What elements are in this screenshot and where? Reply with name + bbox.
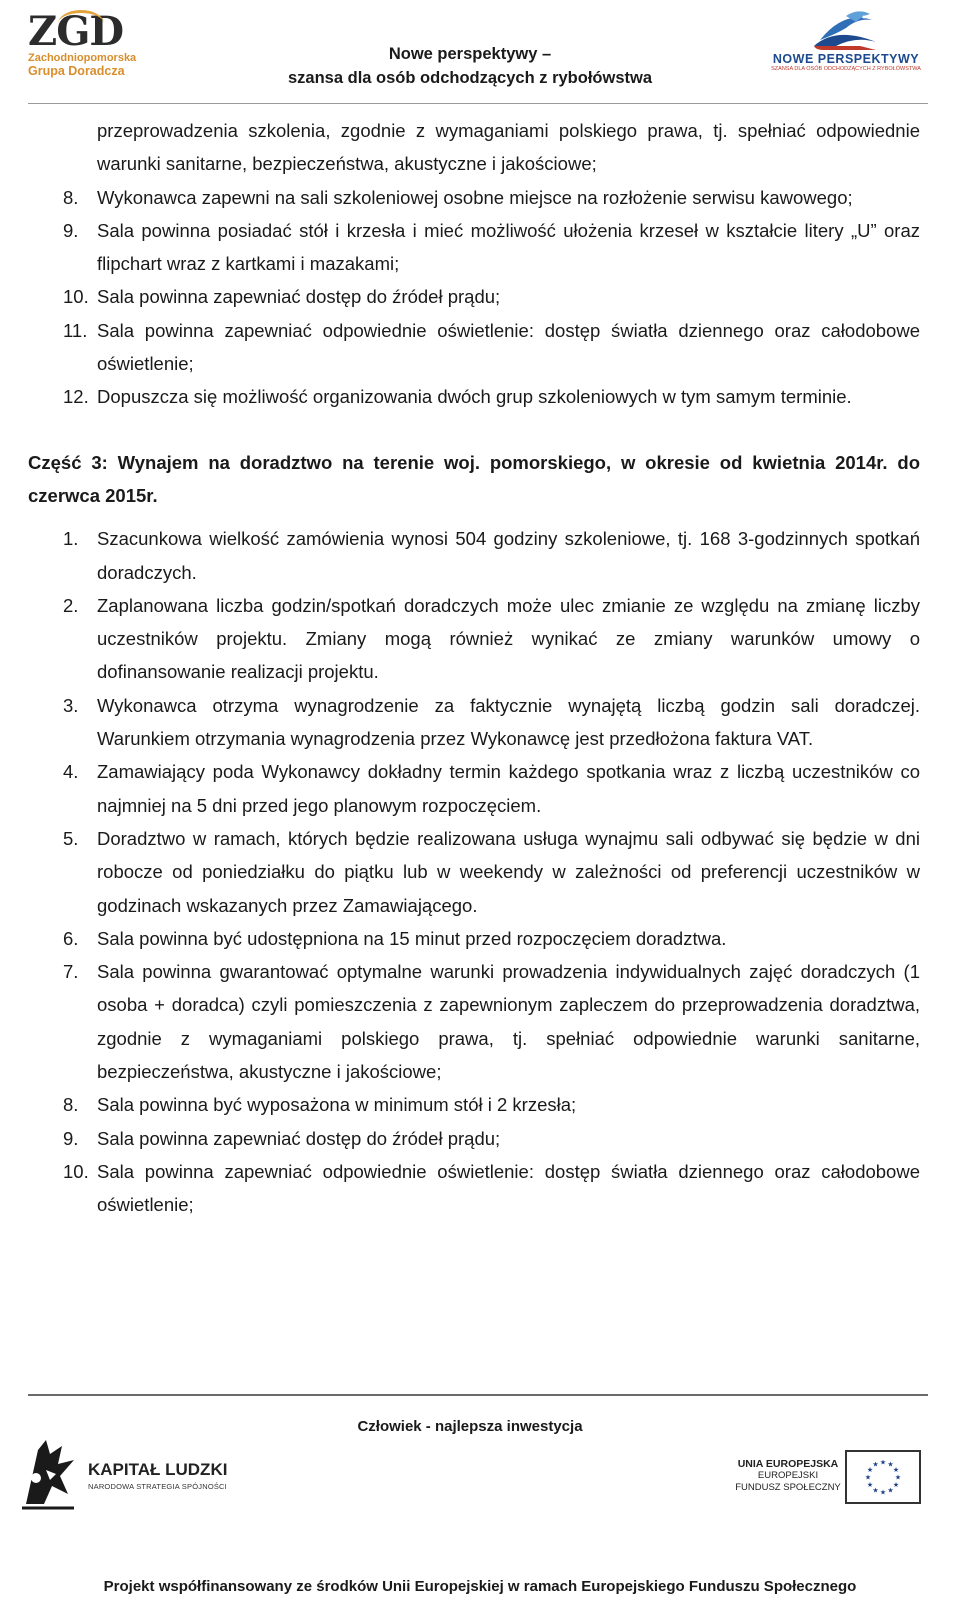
eu-logo-line1: UNIA EUROPEJSKA — [737, 1458, 839, 1470]
eu-star-icon: ★ — [872, 1487, 879, 1495]
list-item-number — [28, 1155, 97, 1188]
list-item — [28, 181, 920, 214]
zgd-logo-line2: Grupa Doradcza — [28, 64, 125, 78]
list-item-number — [28, 755, 97, 788]
eu-star-icon: ★ — [866, 1482, 874, 1489]
eu-star-icon: ★ — [892, 1482, 900, 1489]
header-title-line1: Nowe perspektywy – — [388, 45, 552, 63]
list-item-text: Wykonawca zapewni na sali szkoleniowej osobne miejsce na rozłożenie serwisu kawowego; — [97, 186, 853, 208]
list-item-number-text: 10. — [63, 286, 89, 308]
kapital-ludzki-emblem-icon — [16, 1434, 82, 1510]
footer-divider — [28, 1394, 928, 1396]
list-item-number — [28, 214, 97, 247]
list-item-text: Sala powinna zapewniać dostęp do źródeł prądu; — [97, 1127, 501, 1149]
page-header — [0, 0, 960, 108]
list-item-number — [28, 522, 97, 555]
kl-logo-title: KAPITAŁ LUDZKI — [88, 1460, 228, 1479]
list-item — [28, 922, 920, 955]
list-item-number-text: 9. — [63, 1127, 79, 1149]
eu-star-icon: ★ — [864, 1474, 872, 1482]
list-item-number-text: 11. — [63, 319, 88, 341]
list-item-text: Sala powinna posiadać stół i krzesła i mieć możliwość ułożenia krzeseł w kształcie litery „U” oraz flipchart wraz z kartkami i mazakami; — [97, 219, 920, 275]
zgd-arc-decoration — [58, 10, 104, 37]
list-item-text: Doradztwo w ramach, których będzie realizowana usługa wynajmu sali odbywać się będzie w dni robocze od poniedziałku do piątku lub w weekendy w zależności od preferencji uczestników w godzinach wskazanych przez Zamawiającego. — [97, 827, 920, 916]
list-item-text: Zaplanowana liczba godzin/spotkań doradczych może ulec zmianie ze względu na zmianę liczby uczestników projektu. Zmiany mogą również wynikać ze zmiany warunków umowy o dofinansowanie realizacji projektu. — [97, 594, 920, 683]
list-item — [28, 755, 920, 822]
list-item-number-text: 2. — [63, 594, 79, 616]
list-item-number-text: 10. — [63, 1160, 89, 1182]
list-item-number-text: 9. — [63, 219, 79, 241]
list-item — [28, 955, 920, 1088]
list-item-number-text: 5. — [63, 827, 79, 849]
list-item — [28, 314, 920, 381]
np-logo-title: NOWE PERSPEKTYWY — [772, 52, 920, 66]
list-item-number — [28, 380, 97, 413]
eu-star-icon: ★ — [887, 1487, 894, 1495]
list-item-number — [28, 922, 97, 955]
list-item-number-text: 1. — [63, 528, 79, 550]
list-item — [28, 822, 920, 922]
list-item-text: Sala powinna zapewniać dostęp do źródeł prądu; — [97, 286, 501, 308]
cofinancing-note: Projekt współfinansowany ze środków Unii Europejskiej w ramach Europejskiego Funduszu Społecznego — [103, 1578, 857, 1595]
list-item-number-text: 8. — [63, 186, 79, 208]
list-item-number — [28, 689, 97, 722]
list-item — [28, 1155, 920, 1222]
eu-star-icon: ★ — [872, 1461, 879, 1469]
list-item — [28, 214, 920, 281]
eu-star-icon: ★ — [879, 1459, 887, 1467]
list-item-number — [28, 1122, 97, 1155]
list-item-text: Wykonawca otrzyma wynagrodzenie za faktycznie wynajętą liczbą godzin sali doradczej. Warunkiem otrzymania wynagrodzenia przez Wykonawcę jest przedłożona faktura VAT. — [97, 694, 920, 750]
list-item-text: Sala powinna zapewniać odpowiednie oświetlenie: dostęp światła dziennego oraz całodobowe oświetlenie; — [97, 319, 920, 375]
np-logo-subtitle: SZANSA DLA OSÓB ODCHODZĄCYCH Z RYBOŁÓWSTWA — [771, 66, 921, 72]
list-item — [28, 280, 920, 313]
list-item-number-text: 8. — [63, 1094, 79, 1116]
header-title-line2: szansa dla osób odchodzących z rybołówstwa — [288, 69, 652, 87]
list-item-text: Zamawiający poda Wykonawcy dokładny termin każdego spotkania wraz z liczbą uczestników co najmniej na 5 dni przed jego planowym rozpoczęciem. — [97, 761, 920, 816]
list-item-number — [28, 955, 97, 988]
list-item-number — [28, 280, 97, 313]
eu-star-icon: ★ — [879, 1489, 887, 1497]
eu-efs-logo — [735, 1450, 925, 1508]
footer-slogan: Człowiek - najlepsza inwestycja — [357, 1418, 583, 1435]
eu-logo-text — [735, 1458, 841, 1494]
list-item-number — [28, 589, 97, 622]
kl-logo-subtitle: NARODOWA STRATEGIA SPÓJNOŚCI — [88, 1482, 227, 1491]
list-item-text: Dopuszcza się możliwość organizowania dwóch grup szkoleniowych w tym samym terminie. — [97, 386, 852, 408]
list-item — [28, 689, 920, 756]
list-section-3 — [28, 522, 920, 1221]
list-item-text: Sala powinna zapewniać odpowiednie oświetlenie: dostęp światła dziennego oraz całodobowe oświetlenie; — [97, 1160, 920, 1216]
list-item-number-text: 12. — [63, 386, 89, 408]
list-item-text: Sala powinna być wyposażona w minimum stół i 2 krzesła; — [97, 1094, 577, 1116]
fish-wave-icon — [806, 6, 886, 52]
header-title — [250, 42, 690, 90]
eu-star-icon: ★ — [894, 1474, 902, 1482]
document-body — [28, 114, 920, 1222]
eu-logo-line2: EUROPEJSKI — [757, 1470, 819, 1481]
list-item-number — [28, 1088, 97, 1121]
list-section-2-continued — [28, 181, 920, 414]
eu-star-icon: ★ — [892, 1467, 900, 1474]
list-item-number — [28, 314, 97, 347]
eu-logo-line3: FUNDUSZ SPOŁECZNY — [735, 1482, 841, 1493]
list-item-number-text: 4. — [63, 761, 79, 783]
list-item — [28, 1088, 920, 1121]
kapital-ludzki-logo — [16, 1434, 236, 1514]
zgd-logo-mark: ZGD — [28, 8, 124, 55]
nowe-perspektywy-logo — [766, 6, 926, 86]
list-item — [28, 380, 920, 413]
list-item — [28, 1122, 920, 1155]
eu-star-icon: ★ — [887, 1461, 894, 1469]
list-item-number-text: 6. — [63, 927, 79, 949]
list-item-text: Szacunkowa wielkość zamówienia wynosi 504 godziny szkoleniowe, tj. 168 3-godzinnych spotkań doradczych. — [97, 528, 920, 583]
list-item-number-text: 7. — [63, 961, 79, 983]
list-item-number — [28, 822, 97, 855]
list-item-text: Sala powinna gwarantować optymalne warunki prowadzenia indywidualnych zajęć doradczych (1 osoba + doradca) czyli pomieszczenia z zapewnionym zapleczem do przeprowadzenia doradztwa, zgodnie z wymaganiami polskiego prawa, tj. spełniać odpowiednie warunki sanitarne, bezpieczeństwa, akustyczne i jakościowe; — [97, 961, 920, 1083]
section-3-heading: Część 3: Wynajem na doradztwo na terenie woj. pomorskiego, w okresie od kwietnia 2014r. do czerwca 2015r. — [28, 451, 920, 506]
eu-star-icon: ★ — [866, 1467, 874, 1474]
list-item — [28, 522, 920, 589]
zgd-logo — [28, 8, 143, 90]
eu-flag-icon — [845, 1450, 921, 1504]
list-item — [28, 589, 920, 689]
continued-paragraph: przeprowadzenia szkolenia, zgodnie z wymaganiami polskiego prawa, tj. spełniać odpowiednie warunki sanitarne, bezpieczeństwa, akustyczne i jakościowe; — [97, 120, 920, 175]
header-divider — [28, 103, 928, 104]
list-item-number-text: 3. — [63, 694, 79, 716]
list-item-number — [28, 181, 97, 214]
zgd-logo-line1: Zachodniopomorska — [28, 52, 137, 64]
list-item-text: Sala powinna być udostępniona na 15 minut przed rozpoczęciem doradztwa. — [97, 927, 727, 949]
